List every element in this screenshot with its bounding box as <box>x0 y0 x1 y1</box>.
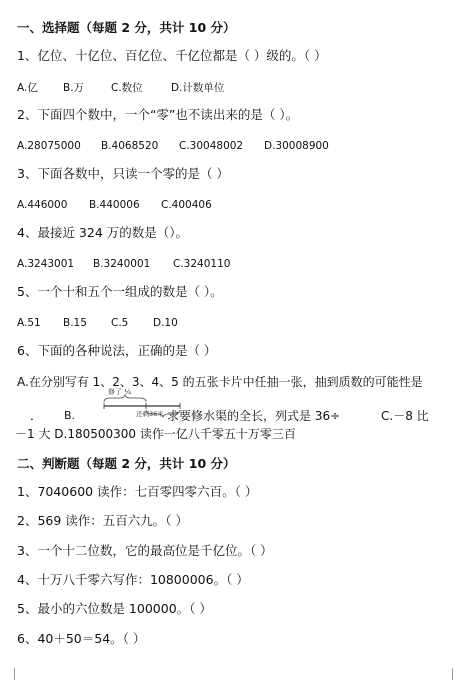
option: C.数位 <box>111 82 143 94</box>
judge-question-6: 6、40＋50＝54。（ ） <box>17 631 146 646</box>
option: B.3240001 <box>93 258 151 270</box>
question-3-stem: 3、下面各数中，只读一个零的是（ ） <box>17 166 229 181</box>
question-4-options <box>17 256 230 272</box>
option: C.30048002 <box>179 140 244 152</box>
judge-question-2: 2、569 读作：五百六九。（ ） <box>17 513 189 528</box>
option: C.400406 <box>161 199 212 211</box>
question-6-option-b-text: 求要修水渠的全长，列式是 36÷ <box>167 409 341 423</box>
option: A.51 <box>17 317 41 329</box>
option: B.15 <box>63 317 87 329</box>
judge-question-1: 1、7040600 读作：七百零四零六百。（ ） <box>17 484 258 499</box>
question-6-option-a: A.在分别写有 1、2、3、4、5 的五张卡片中任抽一张，抽到质数的可能性是 <box>17 375 423 389</box>
option: C.5 <box>111 317 129 329</box>
question-4-stem: 4、最接近 324 万的数是（）。 <box>17 225 189 240</box>
judge-question-5: 5、最小的六位数是 100000。（ ） <box>17 601 212 616</box>
question-5-stem: 5、一个十和五个一组成的数是（ ）。 <box>17 284 223 299</box>
option: D.计数单位 <box>171 82 225 94</box>
question-6-row3: －1 大 D.180500300 读作一亿八千零五十万零三百 <box>15 427 296 441</box>
judge-question-4: 4、十万八千零六写作：10800006。（ ） <box>17 572 249 587</box>
option: A.28075000 <box>17 140 81 152</box>
option: A.3243001 <box>17 258 75 270</box>
figure-label-remaining: 还剩36米 <box>136 410 164 418</box>
option: B.万 <box>63 82 85 94</box>
judge-question-3: 3、一个十二位数，它的最高位是千亿位。（ ） <box>17 543 273 558</box>
question-1-options <box>17 80 224 96</box>
option: C.3240110 <box>173 258 231 270</box>
option: A.446000 <box>17 199 68 211</box>
question-6-dot: ． <box>30 408 43 423</box>
section-title-judge: 二、判断题（每题 2 分，共计 10 分） <box>17 456 236 471</box>
question-6-stem: 6、下面的各种说法，正确的是（ ） <box>17 343 217 358</box>
option: D.10 <box>153 317 178 329</box>
question-2-options <box>17 138 329 154</box>
option: B.4068520 <box>101 140 159 152</box>
question-6-option-b-label: B. <box>64 409 76 422</box>
question-2-stem: 2、下面四个数中，一个“零”也不读出来的是（ ）。 <box>17 107 299 122</box>
brace-top <box>104 395 146 402</box>
option: B.440006 <box>89 199 140 211</box>
option: A.亿 <box>17 82 38 94</box>
option: D.30008900 <box>264 140 329 152</box>
question-1-stem: 1、亿位、十亿位、百亿位、千亿位都是（ ）级的。（ ） <box>17 48 327 63</box>
figure-label-repaired: 修了 ¼ <box>108 388 132 396</box>
page-corner-mark-right <box>452 668 465 680</box>
question-6-option-c: C.－8 比 <box>381 409 429 423</box>
question-5-options <box>17 315 178 331</box>
question-3-options <box>17 197 212 213</box>
section-title-choice: 一、选择题（每题 2 分，共计 10 分） <box>17 20 236 35</box>
page-corner-mark-left <box>2 668 15 680</box>
